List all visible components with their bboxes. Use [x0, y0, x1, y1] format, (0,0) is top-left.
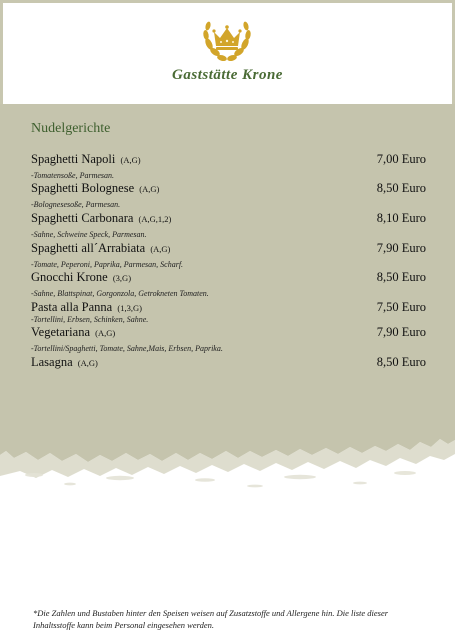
header	[0, 0, 455, 104]
dish-price: 8,50 Euro	[376, 181, 426, 195]
dish-name: Pasta alla Panna (1,3,G)	[31, 300, 142, 314]
allergen-codes: (3,G)	[112, 273, 132, 283]
dish-description: -Bolognesesoße, Parmesan.	[31, 200, 121, 209]
menu-item	[31, 241, 426, 257]
allergen-codes: (A,G)	[139, 184, 160, 194]
dish-name: Spaghetti Napoli (A,G)	[31, 152, 141, 166]
menu-item	[31, 211, 426, 227]
dish-price: 7,50 Euro	[376, 300, 426, 314]
allergen-codes: (A,G)	[150, 244, 171, 254]
dish-price: 7,90 Euro	[376, 325, 426, 339]
dish-description: -Tortellini/Spaghetti, Tomate, Sahne,Mais, Erbsen, Paprika.	[31, 344, 223, 353]
dish-description: -Tomatensoße, Parmesan.	[31, 171, 115, 180]
dish-price: 7,90 Euro	[376, 241, 426, 255]
allergen-codes: (A,G)	[95, 328, 116, 338]
menu-item	[31, 325, 426, 341]
dish-name: Lasagna (A,G)	[31, 355, 98, 369]
menu-item	[31, 181, 426, 197]
allergen-codes: (A,G)	[120, 155, 141, 165]
torn-paper-edge	[0, 420, 455, 500]
dish-price: 7,00 Euro	[376, 152, 426, 166]
dish-name: Vegetariana (A,G)	[31, 325, 116, 339]
menu-item	[31, 355, 426, 371]
brand-name: Gaststätte Krone	[172, 67, 283, 83]
allergen-codes: (A,G,1,2)	[138, 214, 172, 224]
frame-left	[0, 0, 3, 104]
dish-price: 8,10 Euro	[376, 211, 426, 225]
dish-name: Spaghetti Carbonara (A,G,1,2)	[31, 211, 172, 225]
menu-item	[31, 300, 426, 316]
dish-name: Spaghetti Bolognese (A,G)	[31, 181, 160, 195]
dish-price: 8,50 Euro	[376, 270, 426, 284]
frame-top	[0, 0, 455, 3]
allergen-codes: (1,3,G)	[117, 303, 142, 313]
menu-item	[31, 270, 426, 286]
dish-description: -Tortellini, Erbsen, Schinken, Sahne.	[31, 315, 149, 324]
dish-name: Spaghetti all´Arrabiata (A,G)	[31, 241, 171, 255]
menu-item	[31, 152, 426, 168]
dish-name: Gnocchi Krone (3,G)	[31, 270, 132, 284]
crown-laurel-logo-icon	[200, 14, 254, 66]
dish-description: -Tomate, Peperoni, Paprika, Parmesan, Scharf.	[31, 260, 184, 269]
section-title: Nudelgerichte	[31, 121, 111, 136]
allergen-footnote: *Die Zahlen und Bustaben hinter den Speisen weisen auf Zusatzstoffe und Allergene hin. Die liste dieser Inhaltsstoffe kann beim Personal eingesehen werden.	[33, 608, 389, 630]
allergen-codes: (A,G)	[77, 358, 98, 368]
dish-price: 8,50 Euro	[376, 355, 426, 369]
dish-description: -Sahne, Blattspinat, Gorgonzola, Getrokneten Tomaten.	[31, 289, 209, 298]
dish-description: -Sahne, Schweine Speck, Parmesan.	[31, 230, 147, 239]
